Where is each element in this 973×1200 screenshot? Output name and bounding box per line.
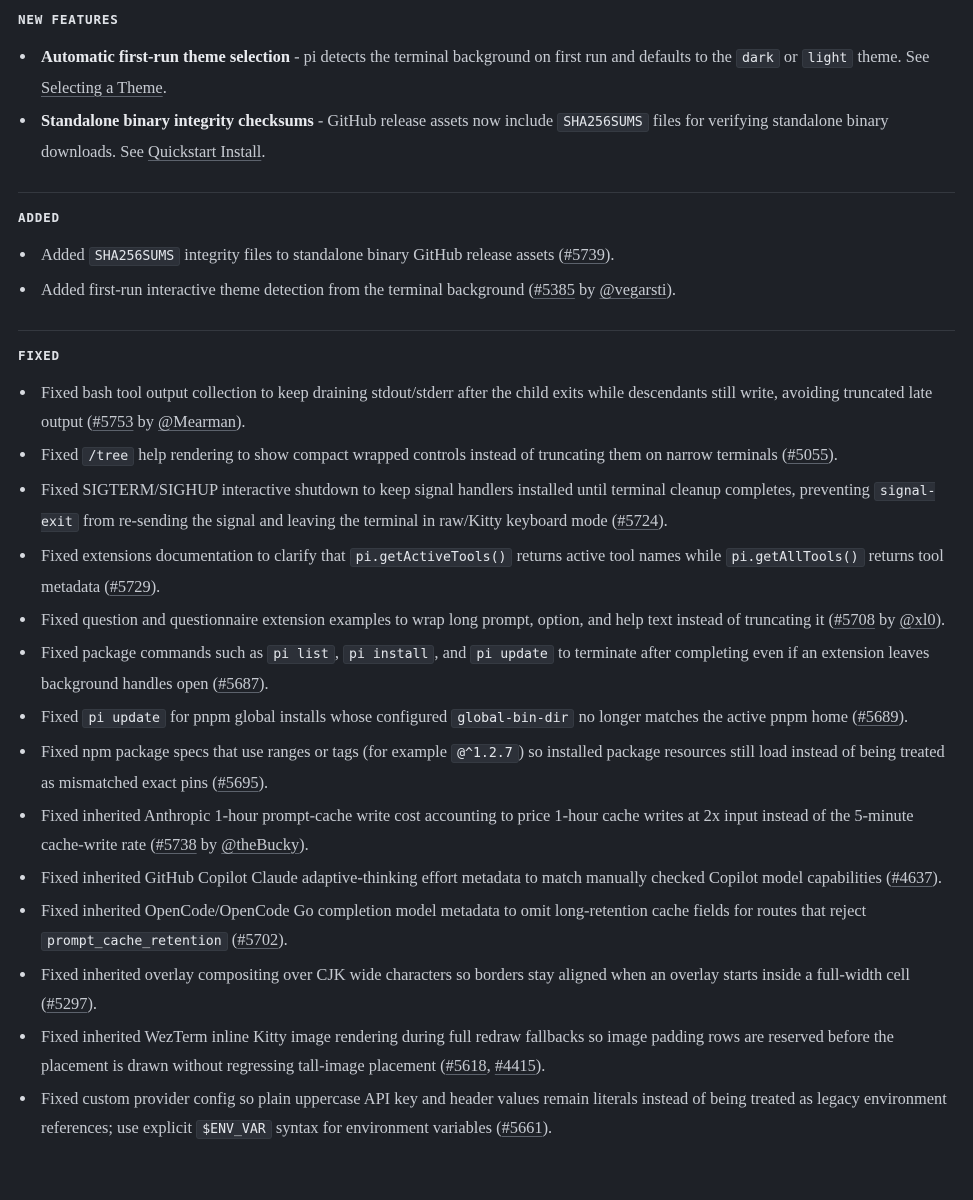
section-title: FIXED	[18, 348, 60, 363]
list-item	[18, 378, 955, 436]
section-new-features	[18, 0, 955, 166]
item-text: or	[779, 47, 802, 66]
list-item	[18, 605, 955, 634]
item-text: - GitHub release assets now include	[313, 111, 558, 130]
item-text: ).	[898, 707, 909, 726]
item-text: .	[162, 78, 167, 97]
item-text: returns active tool names while	[512, 546, 726, 565]
list-item	[18, 1022, 955, 1080]
item-text: by	[574, 280, 600, 299]
section-title: NEW FEATURES	[18, 12, 119, 27]
section-added	[18, 193, 955, 304]
list-item	[18, 638, 955, 698]
item-text: Fixed npm package specs that use ranges or tags (for example	[41, 742, 452, 761]
item-text: Fixed inherited OpenCode/OpenCode Go completion model metadata to omit long-retention cache fields for routes that reject	[41, 901, 867, 920]
inline-code: signal-exit	[41, 484, 936, 530]
item-text: Fixed bash tool output collection to keep draining stdout/stderr after the child exits while descendants still write, avoiding truncated late output (	[41, 383, 933, 431]
item-text: Fixed	[41, 445, 83, 464]
list-item	[18, 863, 955, 892]
list-item	[18, 737, 955, 797]
list-item	[18, 960, 955, 1018]
item-text: help rendering to show compact wrapped controls instead of truncating them on narrow terminals (	[134, 445, 788, 464]
item-text: to terminate after completing even if an extension leaves background handles open (	[41, 643, 930, 693]
inline-code: @^1.2.7	[451, 744, 519, 763]
inline-link[interactable]: #5661	[501, 1118, 543, 1137]
inline-code: SHA256SUMS	[89, 247, 180, 266]
inline-link[interactable]: #4415	[494, 1056, 536, 1075]
item-text: theme. See	[853, 47, 930, 66]
list-item	[18, 801, 955, 859]
inline-link[interactable]: Quickstart Install	[147, 142, 262, 161]
item-text: from re-sending the signal and leaving the terminal in raw/Kitty keyboard mode (	[78, 511, 618, 530]
inline-link[interactable]: #5618	[445, 1056, 487, 1075]
inline-link[interactable]: @vegarsti	[599, 280, 667, 299]
item-text: by	[133, 412, 159, 431]
inline-link[interactable]: #5702	[237, 930, 279, 949]
section-fixed	[18, 331, 955, 1144]
inline-link[interactable]: #5729	[109, 577, 151, 596]
inline-link[interactable]: Selecting a Theme	[41, 78, 163, 97]
inline-code: pi.getAllTools()	[726, 548, 865, 567]
item-text: Added	[41, 245, 89, 264]
list-item	[18, 106, 955, 166]
item-text: for pnpm global installs whose configured	[165, 707, 452, 726]
item-text: ).	[658, 511, 668, 530]
list-item	[18, 240, 955, 271]
item-text: Fixed inherited overlay compositing over CJK wide characters so borders stay aligned when an overlay starts inside a full-width cell (	[41, 965, 910, 1013]
item-text: ).	[87, 994, 98, 1013]
item-text: ).	[259, 674, 269, 693]
list-item	[18, 42, 955, 102]
item-text: ).	[235, 412, 246, 431]
item-heading: Standalone binary integrity checksums	[41, 111, 314, 130]
item-text: ).	[935, 610, 946, 629]
inline-link[interactable]: #5724	[617, 511, 659, 530]
inline-code: pi update	[82, 709, 165, 728]
item-text: ).	[299, 835, 309, 854]
list-item	[18, 275, 955, 304]
item-text: , and	[434, 643, 471, 662]
inline-code: SHA256SUMS	[557, 113, 648, 132]
inline-code: /tree	[82, 447, 134, 466]
list-item	[18, 440, 955, 471]
inline-link[interactable]: #5708	[833, 610, 875, 629]
item-text: Added first-run interactive theme detection from the terminal background (	[41, 280, 534, 299]
inline-link[interactable]: #4637	[891, 868, 933, 887]
inline-link[interactable]: @theBucky	[221, 835, 300, 854]
inline-code: prompt_cache_retention	[41, 932, 228, 951]
inline-code: pi list	[267, 645, 335, 664]
item-text: ).	[666, 280, 677, 299]
inline-code: $ENV_VAR	[196, 1120, 272, 1139]
item-text: ,	[486, 1056, 495, 1075]
inline-code: pi.getActiveTools()	[350, 548, 513, 567]
list-item	[18, 1084, 955, 1144]
item-text: Fixed	[41, 707, 83, 726]
section-title: ADDED	[18, 210, 60, 225]
item-text: ) so installed package resources still load instead of being treated as mismatched exact pins (	[41, 742, 945, 792]
inline-link[interactable]: #5297	[46, 994, 88, 1013]
list-item	[18, 541, 955, 601]
item-text: ).	[150, 577, 161, 596]
inline-link[interactable]: #5753	[92, 412, 134, 431]
item-text: Fixed extensions documentation to clarify that	[41, 546, 350, 565]
item-list	[18, 378, 955, 1144]
item-text: - pi detects the terminal background on first run and defaults to the	[289, 47, 737, 66]
item-text: ).	[278, 930, 288, 949]
item-text: returns tool metadata (	[41, 546, 944, 596]
inline-link[interactable]: @Mearman	[158, 412, 236, 431]
item-text: Fixed inherited GitHub Copilot Claude adaptive-thinking effort metadata to match manually checked Copilot model capabilities (	[41, 868, 892, 887]
item-text: ,	[334, 643, 344, 662]
list-item	[18, 702, 955, 733]
item-text: ).	[542, 1118, 553, 1137]
item-text: syntax for environment variables (	[271, 1118, 502, 1137]
inline-link[interactable]: #5738	[155, 835, 197, 854]
item-list	[18, 42, 955, 166]
item-text: ).	[932, 868, 942, 887]
list-item	[18, 896, 955, 956]
item-text: Fixed question and questionnaire extension examples to wrap long prompt, option, and help text instead of truncating it (	[41, 610, 834, 629]
inline-link[interactable]: #5385	[533, 280, 575, 299]
item-text: Fixed SIGTERM/SIGHUP interactive shutdown to keep signal handlers installed until terminal cleanup completes, preventing	[41, 480, 874, 499]
inline-link[interactable]: #5055	[787, 445, 829, 464]
inline-code: light	[802, 49, 854, 68]
inline-link[interactable]: #5689	[857, 707, 899, 726]
list-item	[18, 475, 955, 537]
inline-code: dark	[736, 49, 780, 68]
item-text: Fixed package commands such as	[41, 643, 268, 662]
item-text: no longer matches the active pnpm home (	[574, 707, 858, 726]
inline-code: global-bin-dir	[451, 709, 574, 728]
item-text: files for verifying standalone binary downloads. See	[41, 111, 889, 161]
item-text: Fixed inherited Anthropic 1-hour prompt-cache write cost accounting to price 1-hour cache writes at 2x input instead of the 5-minute cache-write rate (	[41, 806, 914, 854]
inline-code: pi install	[343, 645, 434, 664]
item-text: ).	[535, 1056, 546, 1075]
item-heading: Automatic first-run theme selection	[41, 47, 290, 66]
inline-link[interactable]: #5695	[217, 773, 259, 792]
item-text: integrity files to standalone binary GitHub release assets (	[180, 245, 564, 264]
inline-link[interactable]: @xl0	[899, 610, 936, 629]
item-text: ).	[604, 245, 615, 264]
item-text: by	[874, 610, 900, 629]
item-text: by	[196, 835, 222, 854]
item-text: Fixed custom provider config so plain uppercase API key and header values remain literals instead of being treated as legacy environment references; use explicit	[41, 1089, 947, 1137]
inline-link[interactable]: #5739	[563, 245, 605, 264]
inline-link[interactable]: #5687	[218, 674, 260, 693]
inline-code: pi update	[470, 645, 553, 664]
item-list	[18, 240, 955, 304]
item-text: .	[261, 142, 266, 161]
item-text: Fixed inherited WezTerm inline Kitty image rendering during full redraw fallbacks so image padding rows are reserved before the placement is drawn without regressing tall-image placement (	[41, 1027, 894, 1075]
item-text: (	[227, 930, 238, 949]
item-text: ).	[828, 445, 838, 464]
item-text: ).	[258, 773, 269, 792]
